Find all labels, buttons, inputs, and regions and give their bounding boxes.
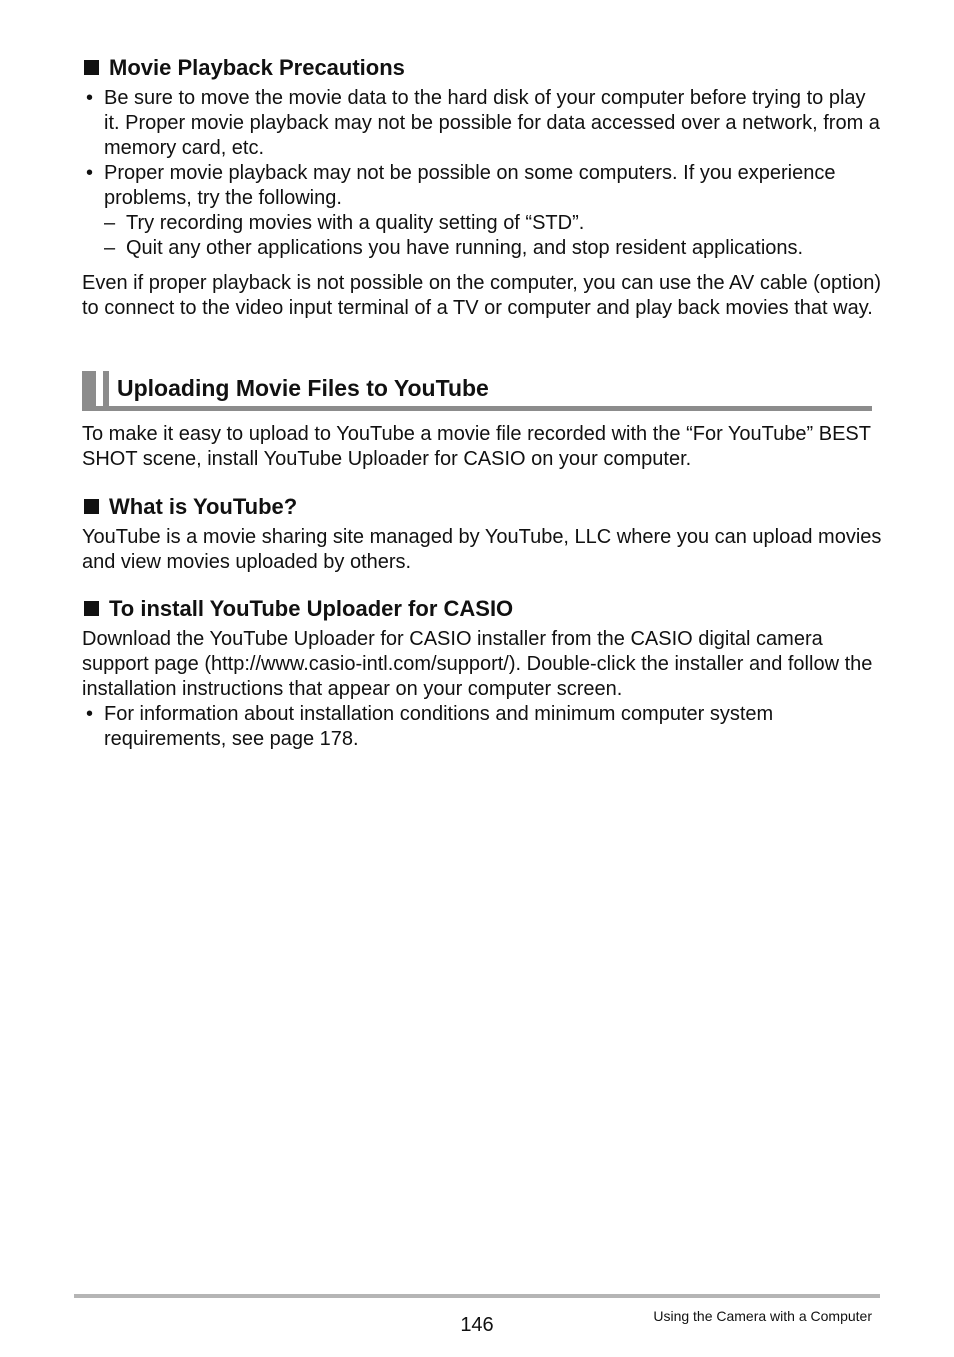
dash-icon: – — [104, 212, 116, 234]
install-heading — [84, 596, 513, 621]
bullet-icon: • — [86, 162, 94, 184]
square-bullet-icon — [84, 60, 99, 75]
bullet-icon: • — [86, 703, 94, 725]
precautions-note: Even if proper playback is not possible on the computer, you can use the AV cable (option) to connect to the video input terminal of a TV or computer and play back movies that way. — [82, 272, 881, 319]
precautions-heading-text: Movie Playback Precautions — [109, 55, 405, 80]
sub-list-item — [104, 211, 884, 236]
precautions-heading — [84, 55, 405, 80]
list-item — [82, 86, 882, 161]
install-heading-text: To install YouTube Uploader for CASIO — [109, 596, 514, 621]
bullet-icon: • — [86, 87, 94, 109]
bullet-text: For information about installation conditions and minimum computer system requirements, see page 178. — [104, 703, 774, 750]
section-rule — [82, 406, 872, 411]
section-bar-decoration — [103, 371, 109, 407]
footer-rule — [74, 1294, 880, 1298]
bullet-text: Proper movie playback may not be possible on some computers. If you experience problems, try the following. — [104, 162, 836, 209]
square-bullet-icon — [84, 601, 99, 616]
section-header — [82, 371, 872, 411]
dash-text: Quit any other applications you have running, and stop resident applications. — [126, 237, 804, 259]
section-bar-decoration — [82, 371, 96, 407]
what-is-heading — [84, 494, 297, 519]
footer-chapter-label: Using the Camera with a Computer — [653, 1308, 872, 1324]
page-number: 146 — [460, 1314, 494, 1336]
square-bullet-icon — [84, 499, 99, 514]
section-title: Uploading Movie Files to YouTube — [117, 375, 489, 401]
list-item — [82, 161, 882, 211]
sub-list-item — [104, 236, 884, 261]
section-intro: To make it easy to upload to YouTube a movie file recorded with the “For YouTube” BEST SHOT scene, install YouTube Uploader for CASIO on your computer. — [82, 423, 871, 470]
install-body: Download the YouTube Uploader for CASIO installer from the CASIO digital camera support page (http://www.casio-intl.com/support/). Double-click the installer and follow the installation instructions that appear on your computer screen. — [82, 628, 873, 700]
bullet-text: Be sure to move the movie data to the hard disk of your computer before trying to play it. Proper movie playback may not be possible for data accessed over a network, from a memory card, etc. — [104, 87, 880, 159]
list-item — [82, 702, 882, 752]
what-is-heading-text: What is YouTube? — [109, 494, 298, 519]
dash-icon: – — [104, 237, 116, 259]
what-is-body: YouTube is a movie sharing site managed by YouTube, LLC where you can upload movies and view movies uploaded by others. — [82, 526, 882, 573]
dash-text: Try recording movies with a quality setting of “STD”. — [126, 212, 585, 234]
